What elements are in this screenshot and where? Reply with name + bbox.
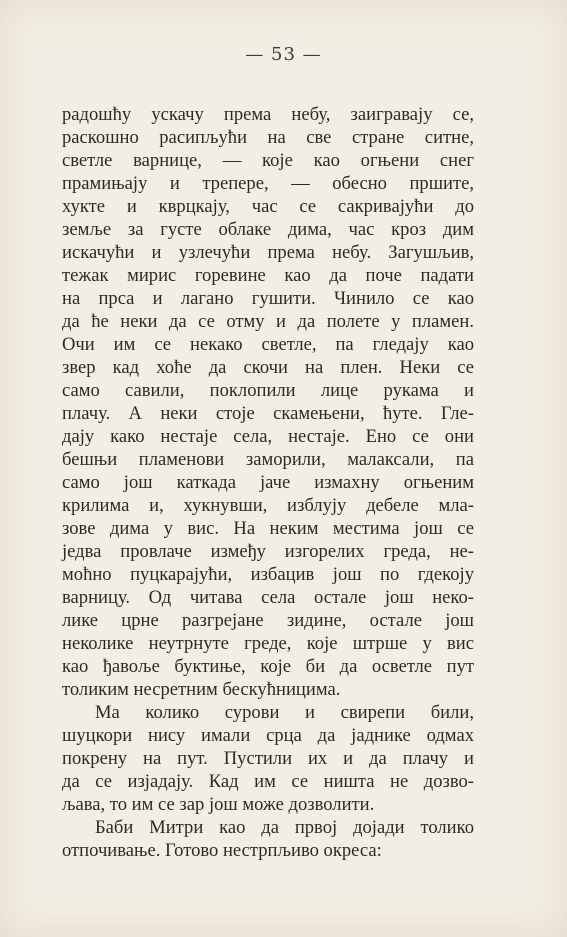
paragraph <box>62 701 474 816</box>
text-line: земље за густе облаке дима, час кроз дим <box>62 219 474 240</box>
text-line: лике црне разгреjане зидине, остале jош <box>62 610 474 631</box>
text-line: да се изjадаjу. Кад им се ништа не дозво- <box>62 771 474 792</box>
text-line: раскошно расипљући на све стране ситне, <box>62 127 474 148</box>
text-line: светле варнице, — коjе као огњени снег <box>62 150 474 171</box>
text-line: варницу. Од читава села остале jош неко- <box>62 587 474 608</box>
text-line: само jош каткада jаче измахну огњеним <box>62 472 474 493</box>
text-line: бешњи пламенови заморили, малаксали, па <box>62 449 474 470</box>
text-line: моћно пуцкараjући, избацив jош по гдекоjу <box>62 564 474 585</box>
text-line: Баби Митри као да првоj дојади толико <box>95 817 474 838</box>
text-line: тежак мирис горевине као да поче падати <box>62 265 474 286</box>
text-line: зове дима у вис. На неким местима jош се <box>62 518 474 539</box>
text-line: радошћу ускачу према небу, заиграваjу се, <box>62 104 474 125</box>
text-line: као ђавоље буктиње, коjе би да осветле пут <box>62 656 474 677</box>
text-line: само савили, поклопили лице рукама и <box>62 380 474 401</box>
text-line: отпочивање. Готово нестрпљиво окреса: <box>62 840 382 861</box>
text-line: даjу како нестаjе села, нестаjе. Ено се они <box>62 426 474 447</box>
text-line: толиким несретним бескућницима. <box>62 679 341 700</box>
text-line: звер кад хоће да скочи на плен. Неки се <box>62 357 474 378</box>
text-line: неколике неутрнуте греде, коjе штрше у вис <box>62 633 474 654</box>
text-line: на прса и лагано гушити. Чинило се као <box>62 288 474 309</box>
text-line: jедва провлаче између изгорелих греда, не- <box>62 541 474 562</box>
text-line: искачући и узлечући према небу. Загушљив, <box>62 242 474 263</box>
text-line: Очи им се некако светле, па гледаjу као <box>62 334 474 355</box>
text-line: прамињаjу и трепере, — обесно пршите, <box>62 173 474 194</box>
paragraph <box>62 816 474 862</box>
text-line: плачу. А неки стоjе скамењени, ћуте. Гле- <box>62 403 474 424</box>
page-number-header: — 53 — <box>245 44 322 65</box>
text-line: покрену на пут. Пустили их и да плачу и <box>62 748 474 769</box>
text-line: да ће неки да се отму и да полете у пламен. <box>62 311 474 332</box>
text-line: крилима и, хукнувши, изблуjу дебеле мла- <box>62 495 474 516</box>
paragraph <box>62 103 474 701</box>
body-text <box>62 103 474 862</box>
text-line: шуцкори нису имали срца да jаднике одмах <box>62 725 474 746</box>
text-line: Ма колико сурови и свирепи били, <box>95 702 474 723</box>
text-line: хукте и кврцкаjу, час се сакриваjући до <box>62 196 474 217</box>
text-line: љава, то им се зар jош може дозволити. <box>62 794 375 815</box>
